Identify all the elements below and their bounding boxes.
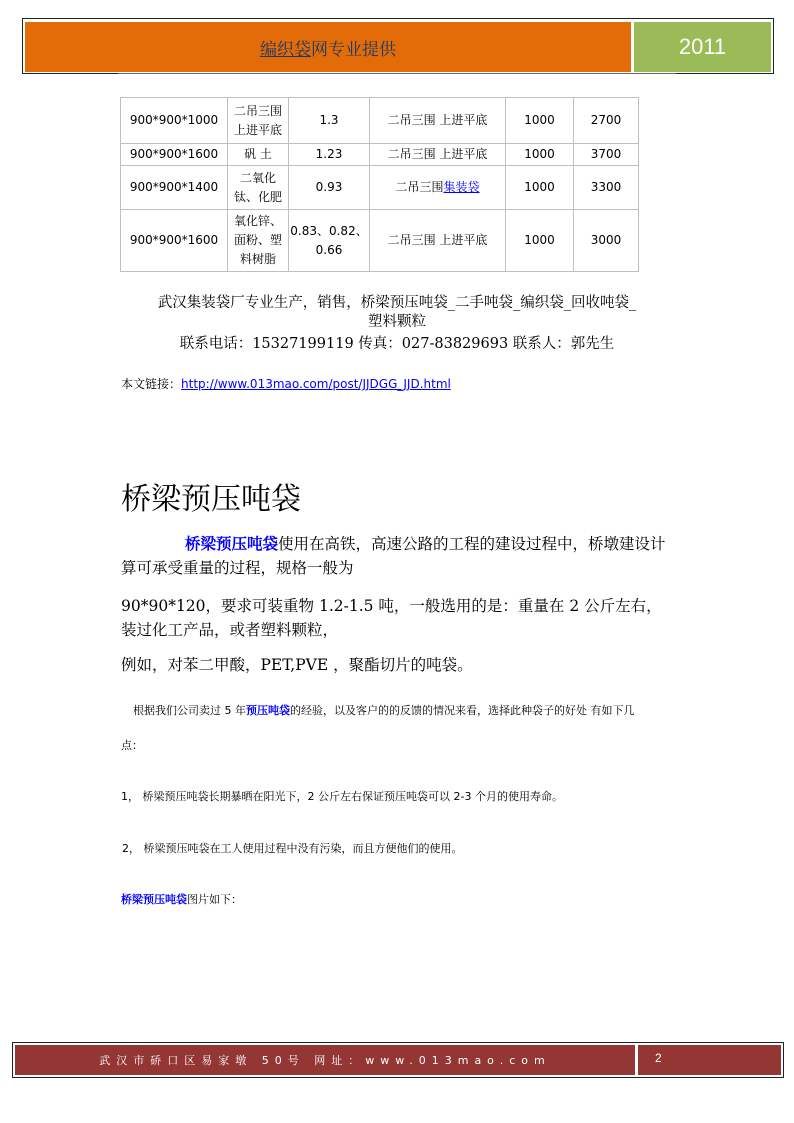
table-cell <box>289 210 370 272</box>
paragraph-text: 使用在高铁，高速公路的工程的建设过程中，桥墩建设计算可承受重量的过程，规格一般为 <box>121 535 666 577</box>
page-number: 2 <box>638 1045 781 1075</box>
spec-table <box>120 97 639 272</box>
header-keyword-link[interactable]: 编织袋 <box>260 39 311 60</box>
table-cell: 2700 <box>574 98 639 144</box>
cell-text: 0.83、0.82、0.66 <box>290 223 368 257</box>
cell-text: 二吊三围 <box>395 180 444 194</box>
jizhuangdai-link[interactable]: 集装袋 <box>443 180 480 194</box>
cell-text: 二吊三围上进平底 <box>233 103 282 137</box>
list-item-1: 1， 桥梁预压吨袋长期暴晒在阳光下，2 公斤左右保证预压吨袋可以 2-3 个月的使用寿命。 <box>121 790 563 803</box>
page-title: 桥梁预压吨袋 <box>121 482 301 517</box>
contact-line-1: 武汉集装袋厂专业生产，销售，桥梁预压吨袋_二手吨袋_编织袋_回收吨袋_ <box>157 295 637 311</box>
table-cell: 1000 <box>506 144 574 166</box>
paragraph-2: 90*90*120，要求可装重物 1.2-1.5 吨，一般选用的是：重量在 2 公斤左右，装过化工产品，或者塑料颗粒， <box>121 597 662 639</box>
table-cell: 1000 <box>506 98 574 144</box>
table-row <box>121 144 639 166</box>
footer-address: 武汉市硚口区易家墩 50号 网址：www.013mao.com <box>15 1045 635 1075</box>
table-cell: 3300 <box>574 166 639 210</box>
caption-text: 图片如下： <box>187 893 242 906</box>
table-cell: 900*900*1600 <box>121 144 228 166</box>
article-link-line <box>121 375 451 392</box>
table-cell: 二吊三围 上进平底 <box>370 98 506 144</box>
paragraph-4 <box>121 702 691 719</box>
paragraph-1 <box>121 532 677 580</box>
keyword-link[interactable]: 预压吨袋 <box>246 704 290 717</box>
table-row <box>121 98 639 144</box>
table-cell: 二吊三围 上进平底 <box>370 144 506 166</box>
table-cell: 1.23 <box>289 144 370 166</box>
keyword-link[interactable]: 桥梁预压吨袋 <box>185 534 279 553</box>
table-cell: 900*900*1400 <box>121 166 228 210</box>
header-year: 2011 <box>634 22 771 72</box>
table-cell: 矾 土 <box>228 144 289 166</box>
table-cell <box>370 166 506 210</box>
table-cell: 1000 <box>506 166 574 210</box>
table-cell: 二吊三围 上进平底 <box>370 210 506 272</box>
table-cell: 0.93 <box>289 166 370 210</box>
table-cell <box>228 166 289 210</box>
paragraph-text: 根据我们公司卖过 5 年 <box>133 704 246 717</box>
article-link-label: 本文链接： <box>121 377 182 391</box>
list-item-2: 2， 桥梁预压吨袋在工人使用过程中没有污染，而且方便他们的使用。 <box>122 842 463 855</box>
paragraph-3: 例如，对苯二甲酸，PET,PVE ，聚酯切片的吨袋。 <box>121 656 473 674</box>
contact-line-2: 塑料颗粒 <box>368 314 426 330</box>
paragraph-text: 的经验，以及客户的的反馈的情况来看，选择此种袋子的好处 有如下几 <box>290 704 635 717</box>
table-cell: 3000 <box>574 210 639 272</box>
table-cell: 3700 <box>574 144 639 166</box>
header-divider <box>118 73 676 74</box>
header-title <box>25 22 631 72</box>
table-cell: 900*900*1600 <box>121 210 228 272</box>
table-row <box>121 210 639 272</box>
keyword-link[interactable]: 桥梁预压吨袋 <box>121 893 187 906</box>
cell-text: 氧化锌、面粉、塑料树脂 <box>233 214 282 266</box>
paragraph-4-line-2: 点： <box>121 739 143 752</box>
table-cell: 900*900*1000 <box>121 98 228 144</box>
cell-text: 二氧化钛、化肥 <box>233 170 282 204</box>
picture-caption <box>121 891 691 908</box>
article-url-link[interactable]: http://www.013mao.com/post/JJDGG_JJD.html <box>181 377 451 391</box>
table-cell <box>228 210 289 272</box>
table-row <box>121 166 639 210</box>
table-cell: 1000 <box>506 210 574 272</box>
table-cell <box>228 98 289 144</box>
header-title-text: 网专业提供 <box>311 39 396 60</box>
table-cell: 1.3 <box>289 98 370 144</box>
contact-line-3: 联系电话：15327199119 传真：027-83829693 联系人：郭先生 <box>179 336 615 352</box>
